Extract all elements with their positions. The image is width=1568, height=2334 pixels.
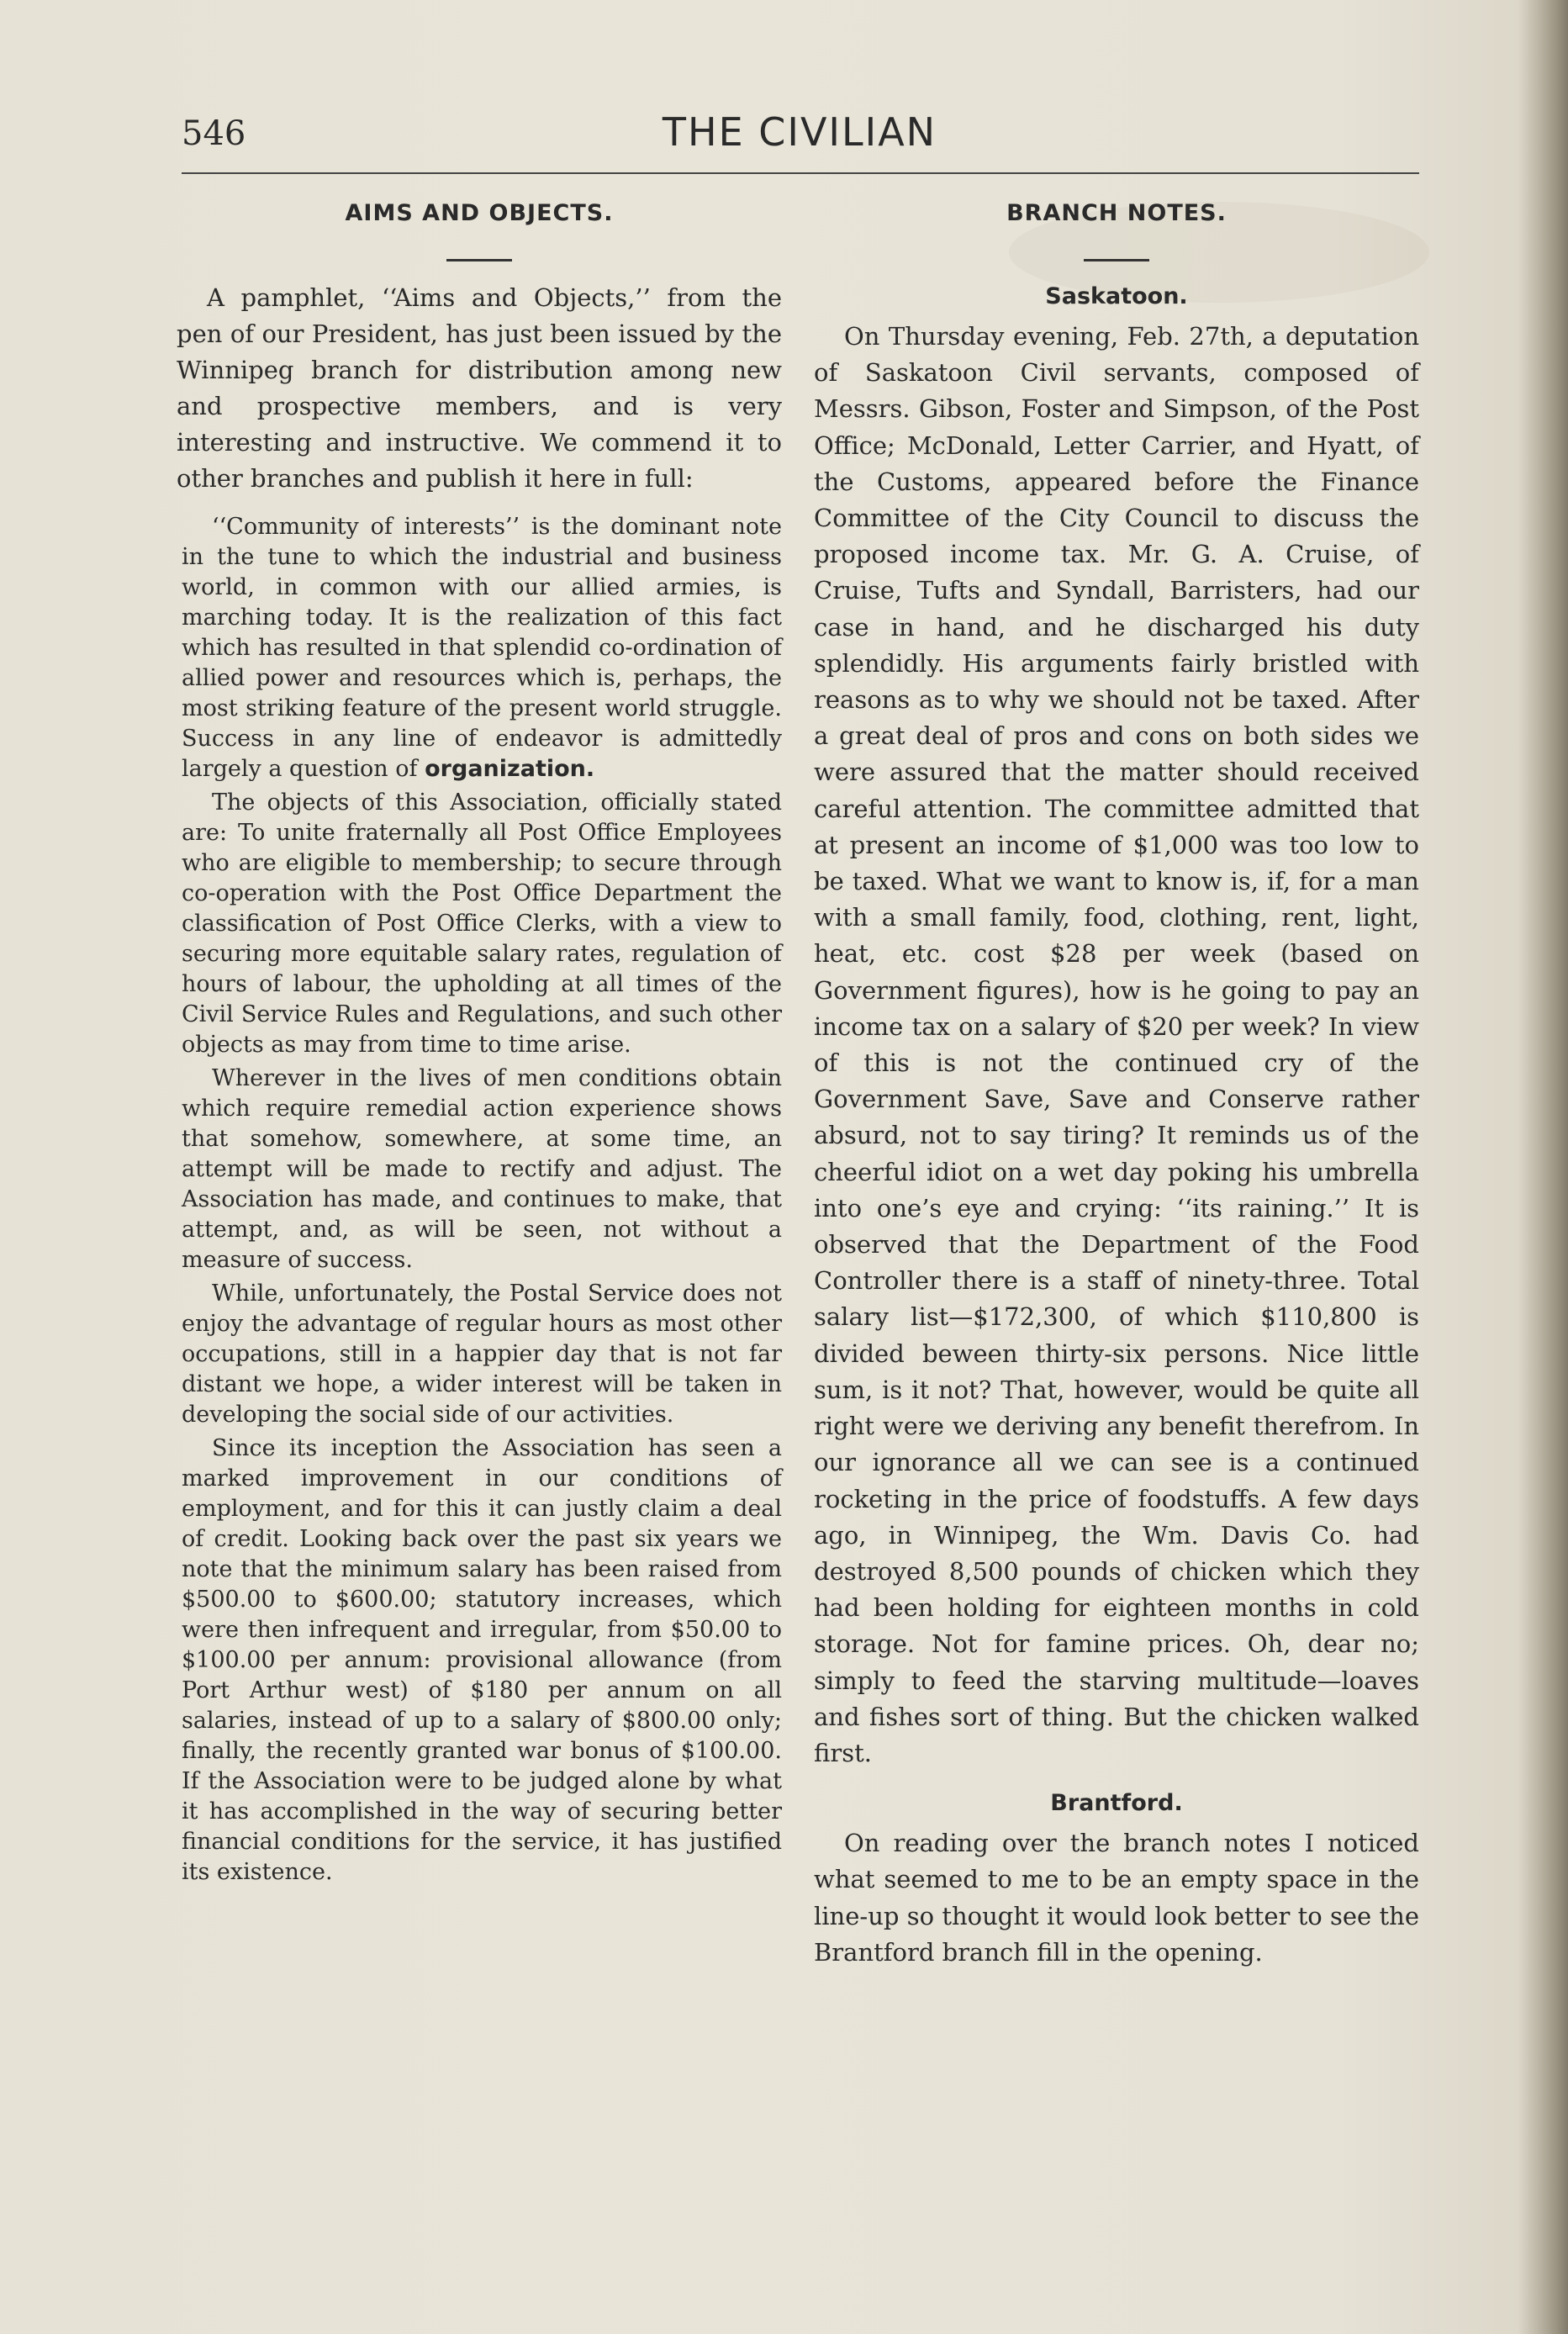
quote-paragraph-2: The objects of this Association, officially stated are: To unite fraternally all Post Office Employees who are eligible to membership; to secure through co-operation with the Post Office Department the classification of Post Office Clerks, with a view to securing more equitable salary rates, regulation of hours of labour, the upholding at all times of the Civil Service Rules and Regulations, and such other objects as may from time to time arise. <box>182 789 782 1058</box>
right-column <box>814 183 1419 1971</box>
left-column <box>177 183 782 1891</box>
page-number: 546 <box>182 114 246 153</box>
quote-paragraph-3: Wherever in the lives of men conditions obtain which require remedial action experience shows that somehow, somewhere, at some time, an attempt will be made to rectify and adjust. The Association has made, and continues to make, that attempt, and, as will be seen, not without a measure of success. <box>182 1065 782 1273</box>
article-heading-branch-notes: BRANCH NOTES. <box>1006 200 1227 226</box>
subheading-brantford: Brantford. <box>1050 1790 1183 1817</box>
saskatoon-paragraph: On Thursday evening, Feb. 27th, a deputation of Saskatoon Civil servants, composed of Messrs. Gibson, Foster and Simpson, of the Post Office; McDonald, Letter Carrier, and Hyatt, of the Customs, appeared before the Finance Committee of the City Council to discuss the proposed income tax. Mr. G. A. Cruise, of Cruise, Tufts and Syndall, Barristers, had our case in hand, and he discharged his duty splendidly. His arguments fairly bristled with reasons as to why we should not be taxed. After a great deal of pros and cons on both sides we were assured that the matter should received careful attention. The committee admitted that at present an income of $1,000 was too low to be taxed. What we want to know is, if, for a man with a small family, food, clothing, rent, light, heat, etc. cost $28 per week (based on Government figures), how is he going to pay an income tax on a salary of $20 per week? In view of this is not the continued cry of the Government Save, Save and Conserve rather absurd, not to say tiring? It reminds us of the cheerful idiot on a wet day poking his umbrella into one’s eye and crying: ‘‘its raining.’’ It is observed that the Department of the Food Controller there is a staff of ninety-three. Total salary list—$172,300, of which $110,800 is divided beween thirty-six persons. Nice little sum, is it not? That, however, would be quite all right were we deriving any benefit therefrom. In our ignorance all we can see is a continued rocketing in the price of foodstuffs. A few days ago, in Winnipeg, the Wm. Davis Co. had destroyed 8,500 pounds of chicken which they had been holding for eighteen months in cold storage. Not for famine prices. Oh, dear no; simply to feed the starving multitude—loaves and fishes sort of thing. But the chicken walked first. <box>814 322 1419 1767</box>
heading-rule <box>446 259 512 261</box>
book-spine-shadow <box>1518 0 1568 2334</box>
brantford-paragraph: On reading over the branch notes I noticed what seemed to me to be an empty space in the line-up so thought it would look better to see the Brantford branch fill in the opening. <box>814 1829 1419 1967</box>
intro-paragraph: A pamphlet, ‘‘Aims and Objects,’’ from the pen of our President, has just been issued by the Winnipeg branch for distribution among new and prospective members, and is very interesting and instructive. We commend it to other branches and publish it here in full: <box>177 283 782 493</box>
quote-paragraph-1-bold: organization. <box>425 756 595 782</box>
heading-rule <box>1084 259 1149 261</box>
quote-paragraph-5: Since its inception the Association has seen a marked improvement in our conditions of employment, and for this it can justly claim a deal of credit. Looking back over the past six years we note that the minimum salary has been raised from $500.00 to $600.00; statutory increases, which were then infrequent and irregular, from $50.00 to $100.00 per annum: provisional allowance (from Port Arthur west) of $180 per annum on all salaries, instead of up to a salary of $800.00 only; finally, the recently granted war bonus of $100.00. If the Association were to be judged alone by what it has accomplished in the way of securing better financial conditions for the service, it has justified its existence. <box>182 1435 782 1885</box>
subheading-saskatoon: Saskatoon. <box>1045 283 1188 309</box>
article-heading-aims: AIMS AND OBJECTS. <box>345 200 614 226</box>
quote-paragraph-1 <box>182 512 782 784</box>
header-rule <box>182 172 1419 174</box>
branch-notes-body <box>814 280 1419 1971</box>
quoted-pamphlet <box>182 512 782 1888</box>
quote-paragraph-1-text: ‘‘Community of interests’’ is the dominant note in the tune to which the industrial and business world, in common with our allied armies, is marching today. It is the realization of this fact which has resulted in that splendid co-ordination of allied power and resources which is, perhaps, the most striking feature of the present world struggle. Success in any line of endeavor is admittedly largely a question of <box>182 514 782 782</box>
journal-title: THE CIVILIAN <box>662 109 937 155</box>
page-header <box>182 109 1418 168</box>
quote-paragraph-4: While, unfortunately, the Postal Service does not enjoy the advantage of regular hours as most other occupations, still in a happier day that is not far distant we hope, a wider interest will be taken in developing the social side of our activities. <box>182 1281 782 1428</box>
